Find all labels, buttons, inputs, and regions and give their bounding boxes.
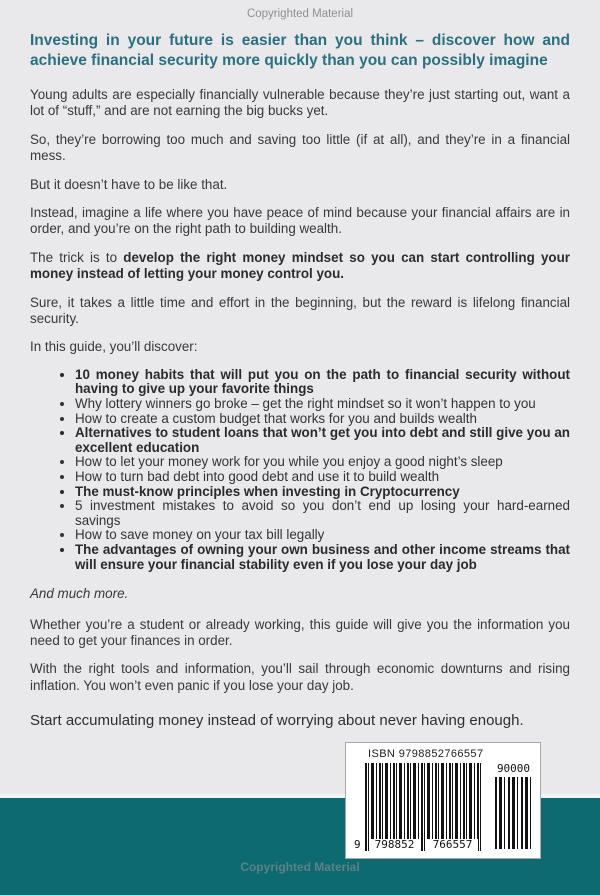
addon-bars [495, 777, 532, 849]
headline: Investing in your future is easier than you think – discover how and achieve financial security more quickly than you can possibly imagine [30, 32, 570, 69]
paragraph-student-or-working: Whether you’re a student or already working, this guide will give you the information you need to get your finances in order. [30, 616, 570, 648]
barcode-row [354, 763, 532, 851]
bullet-item: • Alternatives to student loans that won’t get you into debt and still give you an excellent education [75, 426, 570, 455]
paragraph-right-tools: With the right tools and information, you’ll sail through economic downturns and rising inflation. You won’t even panic if you lose your day job. [30, 661, 570, 693]
bullet-item: • 5 investment mistakes to avoid so you don’t end up losing your hard-earned savings [75, 499, 570, 528]
bullet-item: • How to create a custom budget that works for you and builds wealth [75, 412, 570, 427]
bullet-item: • The must-know principles when investing in Cryptocurrency [75, 485, 570, 500]
and-much-more: And much more. [30, 586, 129, 602]
discover-bullet-list [30, 368, 570, 572]
paragraph-young-adults: Young adults are especially financially vulnerable because they’re just starting out, want a lot of “stuff,” and are not earning the big bucks yet. [30, 87, 570, 119]
copyrighted-material-bottom: Copyrighted Material [240, 860, 360, 874]
trick-bold-text: develop the right money mindset so you can start controlling your money instead of letting your money control you. [30, 249, 570, 282]
paragraph-trick [30, 250, 570, 283]
bullet-item: • How to let your money work for you while you enjoy a good night’s sleep [75, 455, 570, 470]
isbn-barcode [345, 742, 541, 859]
paragraph-borrowing: So, they’re borrowing too much and saving too little (if at all), and they’re in a financial mess. [30, 131, 570, 164]
paragraph-reward: Sure, it takes a little time and effort in the beginning, but the reward is lifelong financial security. [30, 294, 570, 327]
closing-call-to-action: Start accumulating money instead of worrying about never having enough. [30, 712, 524, 730]
bullet-item: • 10 money habits that will put you on the path to financial security without having to give up your favorite things [75, 368, 570, 397]
discover-intro: In this guide, you’ll discover: [30, 339, 198, 355]
ean-lead-digit: 9 [354, 838, 361, 851]
isbn-label: ISBN 9798852766557 [368, 748, 484, 760]
ean-digit-group-1: 798852 [369, 839, 420, 851]
ean-barcode [354, 763, 483, 851]
barcode-addon [495, 763, 532, 849]
ean-bars-area [365, 763, 483, 851]
bullet-item: • Why lottery winners go broke – get the right mindset so it won’t happen to you [75, 397, 570, 412]
bullet-item: • The advantages of owning your own business and other income streams that will ensure your financial stability even if you lose your day job [75, 543, 570, 572]
ean-digit-group-2: 766557 [427, 839, 478, 851]
bullet-item: • How to save money on your tax bill legally [75, 528, 570, 543]
paragraph-imagine: Instead, imagine a life where you have peace of mind because your financial affairs are in order, and you’re on the right path to building wealth. [30, 205, 570, 237]
trick-prefix: The trick is to [30, 249, 124, 265]
paragraph-doesnt-have-to-be: But it doesn’t have to be like that. [30, 176, 228, 192]
back-cover-text [30, 31, 570, 730]
bullet-item: • How to turn bad debt into good debt and use it to build wealth [75, 470, 570, 485]
addon-price-code: 90000 [496, 762, 531, 775]
copyrighted-material-top: Copyrighted Material [246, 8, 354, 20]
